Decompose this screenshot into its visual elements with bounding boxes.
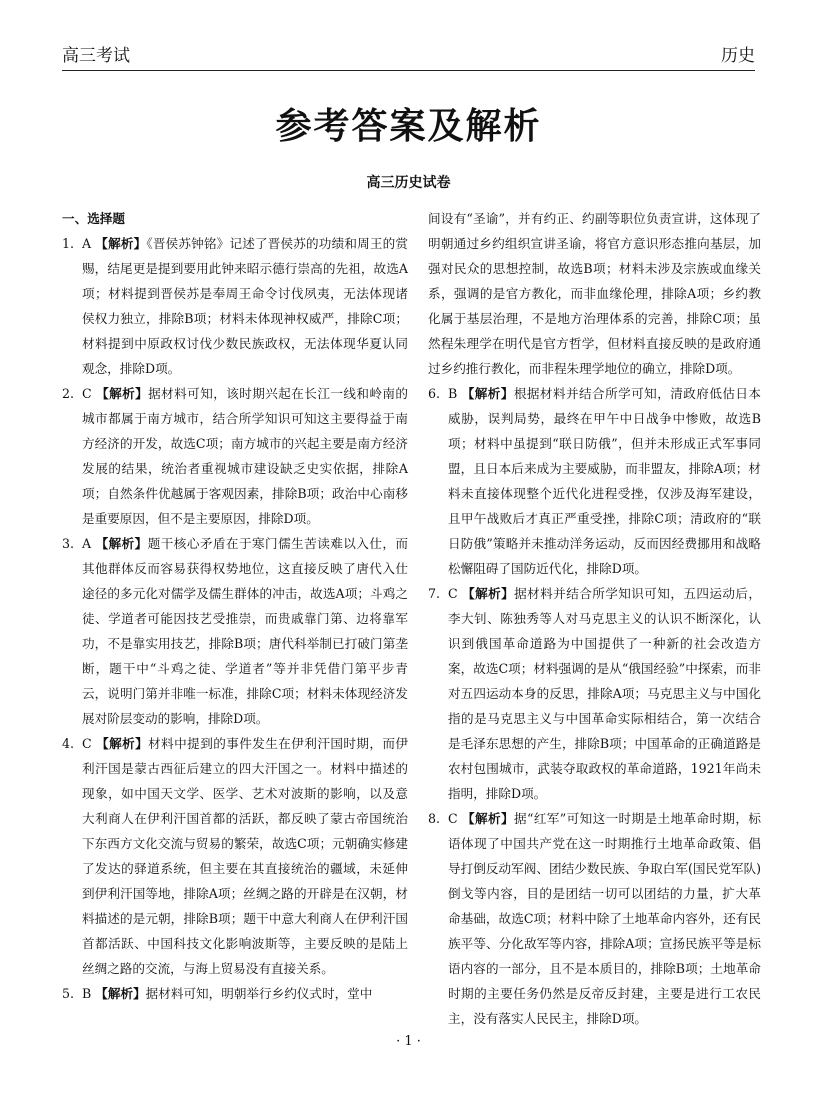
item-answer: A	[82, 536, 92, 551]
item-body	[82, 731, 408, 981]
item-number: 5.	[62, 986, 75, 1001]
page-subtitle: 高三历史试卷	[366, 175, 451, 191]
item-number: 7.	[428, 586, 441, 601]
item-tag: 【解析】	[95, 236, 147, 251]
item-text: 据“红军”可知这一时期是土地革命时期，标语体现了中国共产党在这一时期推行土地革命政策、倡导打倒反动军阀、团结少数民族、争取白军(国民党军队)倒戈等内容，目的是团结一切可以团结的力量，扩大革命基础，故选C项；材料中除了土地革命内容外，还有民族平等、分化敌军等内容，排除A项；宣扬民族平等是标语内容的一部分，且不是本质目的，排除B项；土地革命时期的主要任务仍然是反帝反封建，主要是进行工农民主，没有落实人民民主，排除D项。	[448, 811, 761, 1026]
item-tag: 【解析】	[95, 536, 148, 551]
page-number: · 1 ·	[396, 1034, 421, 1049]
item-answer: C	[448, 811, 458, 826]
item-5-continuation: 间设有“圣谕”，并有约正、约副等职位负责宣讲，这体现了明朝通过乡约组织宣讲圣谕，将官方意识形态推向基层，加强对民众的思想控制，故选B项；材料未涉及宗族或血缘关系，强调的是官方教化，而非血缘伦理，排除A项；乡约教化属于基层治理，不是地方治理体系的完善，排除C项；虽然程朱理学在明代是官方哲学，但材料直接反映的是政府通过乡约推行教化，而非程朱理学地位的确立，排除D项。	[428, 211, 761, 376]
answer-item-7	[428, 581, 761, 806]
item-answer: C	[448, 586, 458, 601]
answer-item-6	[428, 381, 761, 581]
item-number: 4.	[62, 736, 75, 751]
item-answer: B	[448, 386, 458, 401]
section-title: 一、选择题	[62, 211, 125, 226]
item-body	[82, 981, 408, 1006]
answer-item-1	[62, 231, 408, 381]
item-number: 6.	[428, 386, 441, 401]
item-number: 3.	[62, 536, 75, 551]
answer-item-5	[62, 981, 408, 1006]
item-number: 1.	[62, 236, 75, 251]
item-body	[448, 581, 761, 806]
item-tag: 【解析】	[462, 811, 514, 826]
item-text: 根据材料并结合所学可知，清政府低估日本威胁，误判局势，最终在甲午中日战争中惨败，故选B项；材料中虽提到“联日防俄”，但并未形成正式军事同盟，且日本后来成为主要威胁，而非盟友，排除A项；材料未直接体现整个近代化进程受挫，仅涉及海军建设，且甲午战败后才真正严重受挫，排除C项；清政府的“联日防俄”策略并未推动洋务运动，反而因经费挪用和战略松懈阻碍了国防近代化，排除D项。	[448, 386, 761, 576]
item-text: 材料中提到的事件发生在伊利汗国时期，而伊利汗国是蒙古西征后建立的四大汗国之一。材料中描述的现象，如中国天文学、医学、艺术对波斯的影响，以及意大利商人在伊利汗国首都的活跃，都反映了蒙古帝国统治下东西方文化交流与贸易的繁荣，故选C项；元朝确实修建了发达的驿道系统，但主要在其直接统治的疆域，未延伸到伊利汗国等地，排除A项；丝绸之路的开辟是在汉朝，材料描述的是元朝，排除B项；题干中意大利商人在伊利汗国首都活跃、中国科技文化影响波斯等，主要反映的是陆上丝绸之路的交流，与海上贸易没有直接关系。	[82, 736, 409, 976]
item-tag: 【解析】	[96, 386, 149, 401]
answer-item-2	[62, 381, 408, 531]
item-tag: 【解析】	[462, 586, 515, 601]
page-title: 参考答案及解析	[275, 106, 542, 147]
item-tag: 【解析】	[96, 736, 149, 751]
item-text: 题干核心矛盾在于寒门儒生苦读难以入仕，而其他群体反而容易获得权势地位，这直接反映了唐代入仕途径的多元化对儒学及儒生群体的冲击，故选A项；斗鸡之徒、学道者可能因技艺受推崇，而贵戚靠门第、边将靠军功，不是靠实用技艺，排除B项；唐代科举制已打破门第垄断，题干中“斗鸡之徒、学道者”等并非凭借门第平步青云，说明门第并非唯一标准，排除C项；材料未体现经济发展对阶层变动的影响，排除D项。	[82, 536, 409, 726]
header-exam-label: 高三考试	[62, 46, 130, 66]
item-tag: 【解析】	[461, 386, 514, 401]
item-body	[448, 806, 761, 1031]
left-column	[62, 206, 408, 1006]
item-answer: C	[82, 736, 92, 751]
answer-item-8	[428, 806, 761, 1031]
item-body	[82, 381, 408, 531]
item-text: 据材料并结合所学知识可知，五四运动后，李大钊、陈独秀等人对马克思主义的认识不断深化，认识到俄国革命道路为中国提供了一种新的社会改造方案，故选C项；材料强调的是从“俄国经验”中探索，而非对五四运动本身的反思，排除A项；马克思主义与中国化指的是马克思主义与中国革命实际相结合，第一次结合是毛泽东思想的产生，排除B项；中国革命的正确道路是农村包围城市，武装夺取政权的革命道路，1921年尚未指明，排除D项。	[448, 586, 762, 801]
page-header	[62, 44, 755, 71]
header-subject-label: 历史	[721, 46, 755, 66]
item-text: 据材料可知，该时期兴起在长江一线和岭南的城市都属于南方城市，结合所学知识可知这主要得益于南方经济的开发，故选C项；南方城市的兴起主要是南方经济发展的结果，统治者重视城市建设缺乏史实依据，排除A项；自然条件优越属于客观因素，排除B项；政治中心南移是重要原因，但不是主要原因，排除D项。	[82, 386, 409, 526]
item-text: 据材料可知，明朝举行乡约仪式时，堂中	[145, 986, 373, 1001]
right-column	[428, 206, 761, 1031]
item-body	[82, 531, 408, 731]
item-tag: 【解析】	[95, 986, 146, 1001]
item-answer: A	[82, 236, 92, 251]
item-answer: C	[82, 386, 92, 401]
item-text: 《晋侯苏钟铭》记述了晋侯苏的功绩和周王的赏赐，结尾更是提到要用此钟来昭示德行崇高的先祖，故选A项；材料提到晋侯苏是奉周王命令讨伐夙夷，无法体现诸侯权力独立，排除B项；材料未体现神权威严，排除C项；材料提到中原政权讨伐少数民族政权，无法体现华夏认同观念，排除D项。	[82, 236, 409, 376]
item-number: 2.	[62, 386, 75, 401]
item-body	[448, 381, 761, 581]
item-number: 8.	[428, 811, 441, 826]
item-answer: B	[82, 986, 92, 1001]
answer-item-3	[62, 531, 408, 731]
item-body	[82, 231, 408, 381]
answer-item-4	[62, 731, 408, 981]
